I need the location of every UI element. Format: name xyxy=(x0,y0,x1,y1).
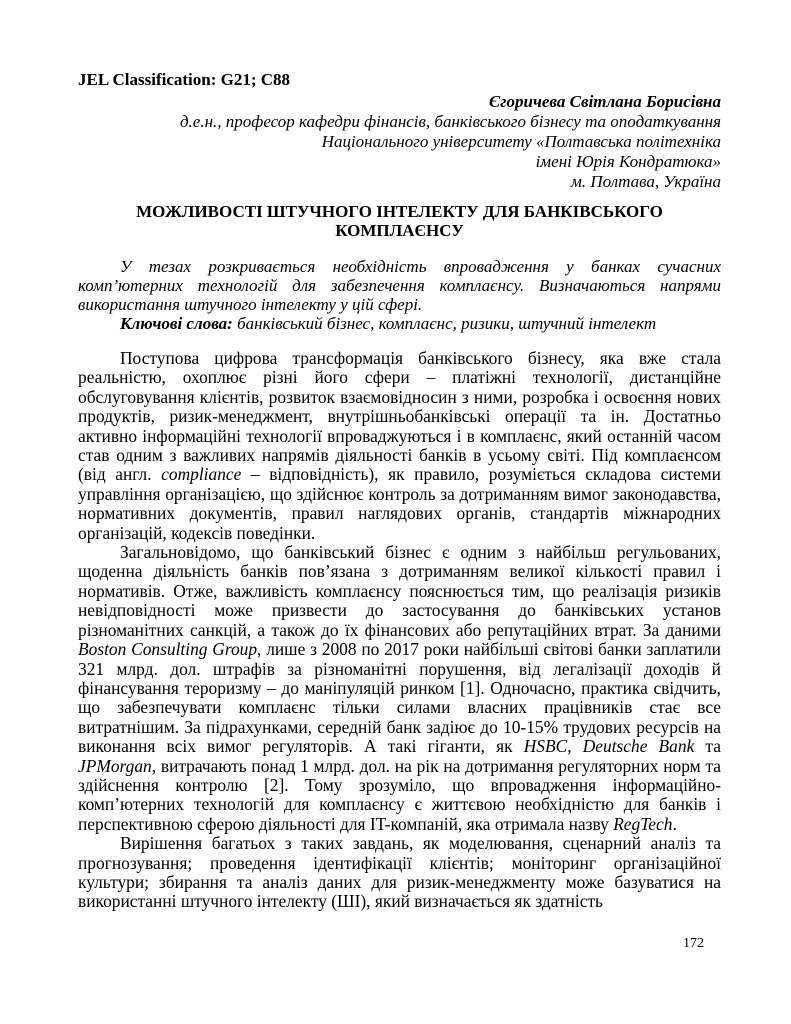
paper-title-line: МОЖЛИВОСТІ ШТУЧНОГО ІНТЕЛЕКТУ ДЛЯ БАНКІВСЬКОГО xyxy=(136,202,663,221)
keywords xyxy=(78,314,721,333)
body-paragraph xyxy=(78,543,721,834)
italic-term: JPMorgan xyxy=(78,755,152,776)
text-run: та xyxy=(694,736,721,757)
italic-term: HSBC, Deutsche Bank xyxy=(523,736,695,757)
text-run: , лише з 2008 по 2017 роки найбільші світові банки заплатили 321 млрд. дол. штрафів за різноманітні порушення, від легалізації доходів й фінансування тероризму – до маніпуляцій ринком [1]. Одночасно, практика свідчить, що забезпечувати комплаєнс тільки силами власних працівників стає все витратнішим. За підрахунками, середній банк задіює до 10-15% трудових ресурсів на виконання всіх вимог регуляторів. А такі гіганти, як xyxy=(78,639,721,757)
author-block xyxy=(100,92,721,192)
body-paragraph: Вирішення багатьох з таких завдань, як моделювання, сценарний аналіз та прогнозування; проведення ідентифікації клієнтів; моніторинг організаційної культури; збирання та аналіз даних для ризик-менеджменту може базуватися на використанні штучного інтелекту (ШІ), який визначається як здатність xyxy=(78,833,721,912)
italic-term: Boston Consulting Group xyxy=(78,639,258,660)
text-run: Поступова цифрова трансформація банківського бізнесу, яка вже стала реальністю, охоплює різні його сфери – платіжні технології, дистанційне обслуговування клієнтів, розвиток взаємовідносин з ними, розробка і освоєння нових продуктів, ризик-менеджмент, внутрішньобанківські операції та ін. Достатньо активно інформаційні технології впроваджуються і в комплаєнс, який останній часом став одним з важливих напрямів діяльності банків в усьому світі. Під комплаєнсом (від англ. xyxy=(78,348,721,485)
author-affiliation-line: д.е.н., професор кафедри фінансів, банківського бізнесу та оподаткування xyxy=(179,112,721,131)
italic-term: compliance xyxy=(161,464,242,485)
keywords-list: банківський бізнес, комплаєнс, ризики, штучний інтелект xyxy=(232,314,657,333)
author-name: Єгоричева Світлана Борисівна xyxy=(489,92,721,111)
abstract xyxy=(78,257,721,333)
body-paragraph xyxy=(78,349,721,543)
keywords-label: Ключові слова: xyxy=(120,314,233,333)
text-run: Загальновідомо, що банківський бізнес є одним з найбільш регульованих, щоденна діяльність банків пов’язана з дотриманням великої кількості правил і нормативів. Отже, важливість комплаєнсу пояснюється тим, що реалізація ризиків невідповідності може призвести до застосування до банківських установ різноманітних санкцій, а також до їх фінансових або репутаційних втрат. За даними xyxy=(78,542,721,640)
paper-title xyxy=(78,202,721,240)
page-number: 172 xyxy=(683,936,704,951)
italic-term: RegTech xyxy=(613,813,673,834)
author-affiliation-line: Національного університету «Полтавська політехніка xyxy=(321,132,721,151)
text-run: – відповідність), як правило, розуміється складова системи управління організацією, що здійснює контроль за дотриманням вимог законодавства, нормативних документів, правил наглядових органів, стандартів міжнародних організацій, кодексів поведінки. xyxy=(78,464,721,543)
author-location: м. Полтава, Україна xyxy=(571,172,721,191)
author-affiliation-line: імені Юрія Кондратюка» xyxy=(535,152,721,171)
text-run: , витрачають понад 1 млрд. дол. на рік на дотримання регуляторних норм та здійснення контролю [2]. Тому зрозуміло, що впровадження інформаційно-комп’ютерних технологій для комплаєнсу є життєвою необхідністю для банків і перспективною сферою діяльності для IT-компаній, яка отримала назву xyxy=(78,755,721,834)
jel-classification: JEL Classification: G21; C88 xyxy=(78,70,291,89)
body-text xyxy=(78,349,721,912)
abstract-text: У тезах розкривається необхідність впровадження у банках сучасних комп’ютерних технологій для забезпечення комплаєнсу. Визначаються напрями використання штучного інтелекту у цій сфері. xyxy=(78,257,721,314)
paper-title-line: КОМПЛАЄНСУ xyxy=(335,221,464,240)
text-run: . xyxy=(672,813,677,834)
